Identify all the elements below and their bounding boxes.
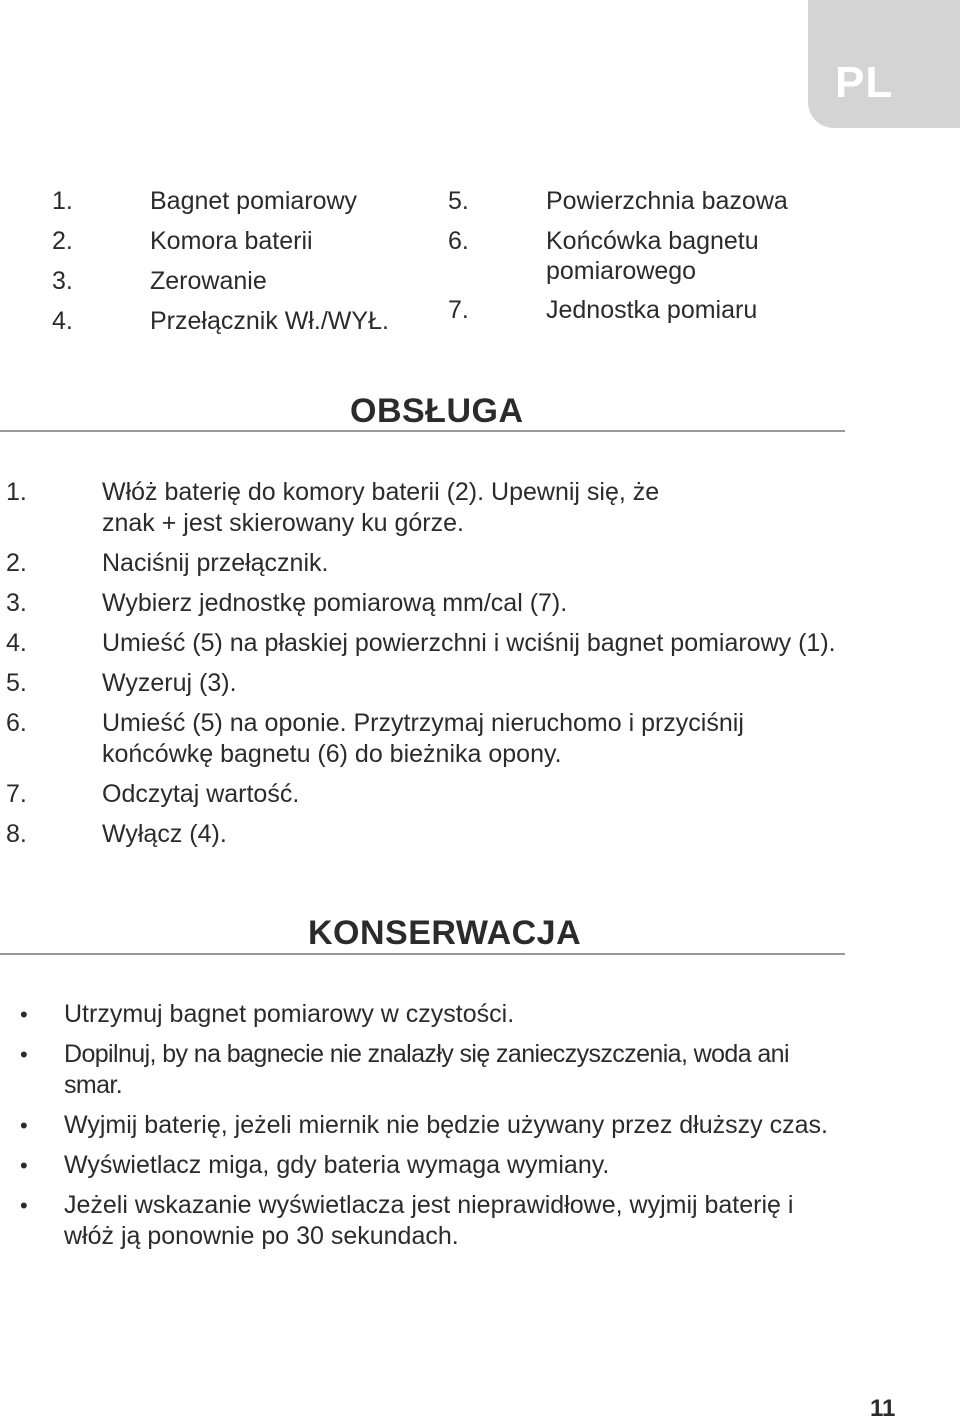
step-number: 7. xyxy=(6,780,27,808)
maintenance-item xyxy=(20,1190,850,1252)
step-text: Umieść (5) na oponie. Przytrzymaj nieruchomo i przyciśnij końcówkę bagnetu (6) do bieżnika opony. xyxy=(102,709,744,768)
parts-item-number: 2. xyxy=(52,227,73,255)
parts-list-item xyxy=(52,306,412,337)
step-text: Naciśnij przełącznik. xyxy=(102,549,329,577)
maintenance-text: Dopilnuj, by na bagnecie nie znalazły się zanieczyszczenia, woda ani smar. xyxy=(64,1040,789,1099)
step-number: 6. xyxy=(6,709,27,737)
maintenance-text: Wyświetlacz miga, gdy bateria wymaga wymiany. xyxy=(64,1151,610,1179)
maintenance-text: Wyjmij baterię, jeżeli miernik nie będzie używany przez dłuższy czas. xyxy=(64,1111,828,1139)
parts-list-item xyxy=(52,266,412,297)
parts-item-label: Powierzchnia bazowa xyxy=(546,187,788,215)
step-number: 1. xyxy=(6,478,27,506)
step-number: 8. xyxy=(6,820,27,848)
maintenance-item xyxy=(20,1039,850,1101)
step-text: Umieść (5) na płaskiej powierzchni i wciśnij bagnet pomiarowy (1). xyxy=(102,629,836,657)
step-item xyxy=(6,668,846,699)
parts-item-number: 5. xyxy=(448,187,469,215)
bullet-icon: • xyxy=(20,1193,28,1218)
parts-item-number: 1. xyxy=(52,187,73,215)
step-text: Włóż baterię do komory baterii (2). Upewnij się, że znak + jest skierowany ku górze. xyxy=(102,478,660,537)
parts-list-item xyxy=(448,295,808,326)
parts-list-item xyxy=(448,226,808,286)
bullet-icon: • xyxy=(20,1002,28,1027)
obsluga-heading: OBSŁUGA xyxy=(350,392,524,430)
step-text: Wybierz jednostkę pomiarową mm/cal (7). xyxy=(102,589,568,617)
step-text: Wyłącz (4). xyxy=(102,820,227,848)
parts-item-label: Zerowanie xyxy=(150,267,267,295)
parts-item-number: 7. xyxy=(448,296,469,324)
step-item xyxy=(6,588,846,619)
parts-item-label: Jednostka pomiaru xyxy=(546,296,758,324)
bullet-icon: • xyxy=(20,1153,28,1178)
step-number: 4. xyxy=(6,629,27,657)
parts-item-label: Przełącznik Wł./WYŁ. xyxy=(150,307,389,335)
step-item xyxy=(6,708,846,770)
parts-list-left xyxy=(52,186,412,346)
step-item xyxy=(6,779,846,810)
maintenance-text: Jeżeli wskazanie wyświetlacza jest nieprawidłowe, wyjmij baterię i włóż ją ponownie po 30 sekundach. xyxy=(64,1191,794,1250)
step-text: Wyzeruj (3). xyxy=(102,669,237,697)
step-item xyxy=(6,819,846,850)
parts-list-item xyxy=(52,186,412,217)
maintenance-item xyxy=(20,1110,850,1141)
step-number: 3. xyxy=(6,589,27,617)
parts-list-item xyxy=(52,226,412,257)
step-number: 5. xyxy=(6,669,27,697)
maintenance-text: Utrzymuj bagnet pomiarowy w czystości. xyxy=(64,1000,515,1028)
parts-item-number: 3. xyxy=(52,267,73,295)
parts-item-number: 6. xyxy=(448,227,469,255)
parts-item-number: 4. xyxy=(52,307,73,335)
step-item xyxy=(6,477,846,539)
maintenance-item xyxy=(20,1150,850,1181)
konserwacja-list xyxy=(20,999,850,1261)
step-number: 2. xyxy=(6,549,27,577)
maintenance-item xyxy=(20,999,850,1030)
step-item xyxy=(6,628,846,659)
parts-list-right xyxy=(448,186,808,335)
parts-list-item xyxy=(448,186,808,217)
bullet-icon: • xyxy=(20,1113,28,1138)
bullet-icon: • xyxy=(20,1042,28,1067)
konserwacja-heading: KONSERWACJA xyxy=(308,914,582,952)
step-item xyxy=(6,548,846,579)
language-tab-label: PL xyxy=(835,58,894,107)
obsluga-steps-list xyxy=(6,477,846,859)
step-text: Odczytaj wartość. xyxy=(102,780,300,808)
konserwacja-divider xyxy=(0,953,845,955)
page-number: 11 xyxy=(870,1395,896,1422)
parts-item-label: Komora baterii xyxy=(150,227,313,255)
parts-item-label: Końcówka bagnetu pomiarowego xyxy=(546,227,759,285)
obsluga-divider xyxy=(0,430,845,432)
parts-item-label: Bagnet pomiarowy xyxy=(150,187,358,215)
